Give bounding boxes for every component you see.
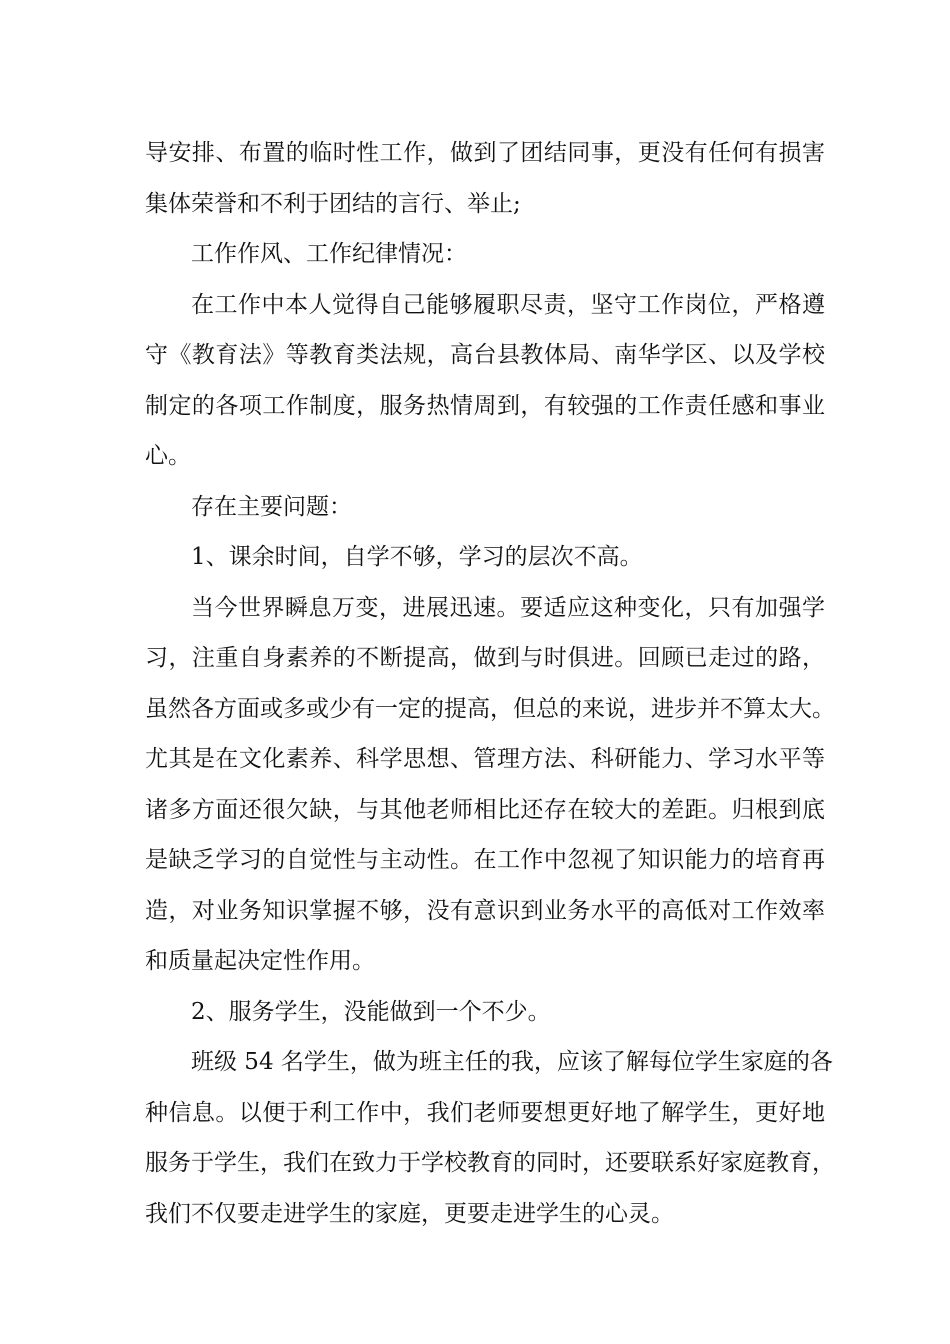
text-line-12: 虽然各方面或多或少有一定的提高，但总的来说，进步并不算太大。 <box>145 695 835 722</box>
document-body <box>145 128 835 1239</box>
text-line-20: 种信息。以便于利工作中，我们老师要想更好地了解学生，更好地 <box>145 1099 825 1126</box>
text-line-1: 导安排、布置的临时性工作，做到了团结同事，更没有任何有损害 <box>145 140 825 166</box>
text-line-14: 诸多方面还很欠缺，与其他老师相比还存在较大的差距。归根到底 <box>145 796 825 823</box>
problem-item-2-heading: 2、服务学生，没能做到一个不少。 <box>191 998 551 1025</box>
problem-item-1-heading: 1、课余时间，自学不够，学习的层次不高。 <box>191 544 643 570</box>
text-line-21: 服务于学生，我们在致力于学校教育的同时，还要联系好家庭教育， <box>145 1150 835 1176</box>
text-line-6: 制定的各项工作制度，服务热情周到，有较强的工作责任感和事业 <box>145 392 825 419</box>
text-line-5: 守《教育法》等教育类法规，高台县教体局、南华学区、以及学校 <box>145 342 825 368</box>
text-line-10: 当今世界瞬息万变，进展迅速。要适应这种变化，只有加强学 <box>191 594 825 621</box>
section-heading-problems: 存在主要问题： <box>191 493 352 520</box>
text-line-2: 集体荣誉和不利于团结的言行、举止; <box>145 190 521 217</box>
text-line-4: 在工作中本人觉得自己能够履职尽责，坚守工作岗位，严格遵 <box>191 291 825 318</box>
text-line-16: 造，对业务知识掌握不够，没有意识到业务水平的高低对工作效率 <box>145 897 825 924</box>
text-line-17: 和质量起决定性作用。 <box>145 948 375 974</box>
text-line-11: 习，注重自身素养的不断提高，做到与时俱进。回顾已走过的路， <box>145 645 825 671</box>
section-heading-work-style: 工作作风、工作纪律情况： <box>191 241 467 267</box>
text-line-22: 我们不仅要走进学生的家庭，更要走进学生的心灵。 <box>145 1200 674 1227</box>
text-line-15: 是缺乏学习的自觉性与主动性。在工作中忽视了知识能力的培育再 <box>145 847 825 873</box>
text-line-19: 班级 54 名学生，做为班主任的我，应该了解每位学生家庭的各 <box>191 1049 833 1075</box>
text-line-7: 心。 <box>145 443 191 469</box>
text-line-13: 尤其是在文化素养、科学思想、管理方法、科研能力、学习水平等 <box>145 746 825 772</box>
